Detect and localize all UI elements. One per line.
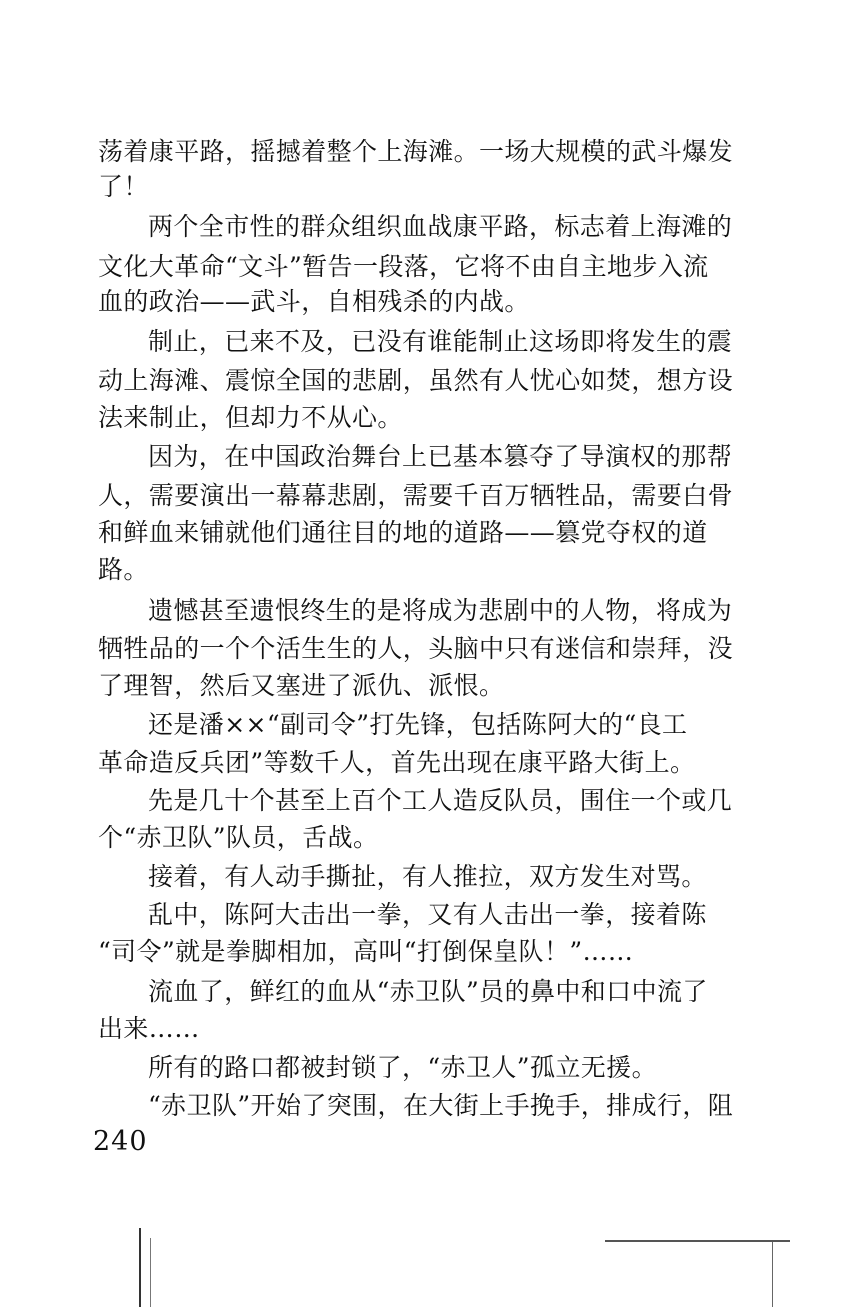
text-line: 了理智，然后又塞进了派仇、派恨。: [98, 671, 505, 700]
text-line: 人，需要演出一幕幕悲剧，需要千百万牺牲品，需要白骨: [98, 481, 734, 510]
text-line: 乱中，陈阿大击出一拳，又有人击出一拳，接着陈: [148, 900, 707, 929]
text-line: 动上海滩、震惊全国的悲剧，虽然有人忧心如焚，想方设: [98, 366, 734, 395]
text-line: “司令”就是拳脚相加，高叫“打倒保皇队！”……: [98, 937, 634, 966]
page-number: 240: [93, 1126, 148, 1157]
scan-edge-line: [139, 1228, 141, 1307]
text-line: 路。: [98, 555, 149, 584]
text-line: 了！: [98, 172, 149, 201]
text-line: 还是潘××“副司令”打先锋，包括陈阿大的“良工: [148, 710, 688, 739]
text-line: 荡着康平路，摇撼着整个上海滩。一场大规模的武斗爆发: [98, 137, 734, 166]
text-line: 血的政治——武斗，自相残杀的内战。: [98, 287, 530, 316]
text-line: 所有的路口都被封锁了，“赤卫人”孤立无援。: [148, 1053, 657, 1082]
text-line: 两个全市性的群众组织血战康平路，标志着上海滩的: [148, 212, 733, 241]
scan-edge-line: [605, 1240, 790, 1242]
text-line: 个“赤卫队”队员，舌战。: [98, 823, 379, 852]
text-line: 文化大革命“文斗”暂告一段落，它将不由自主地步入流: [98, 252, 709, 281]
text-line: 革命造反兵团”等数千人，首先出现在康平路大街上。: [98, 748, 696, 777]
text-line: 和鲜血来铺就他们通往目的地的道路——篡党夺权的道: [98, 518, 708, 547]
text-line: 牺牲品的一个个活生生的人，头脑中只有迷信和崇拜，没: [98, 634, 734, 663]
text-line: 接着，有人动手撕扯，有人推拉，双方发生对骂。: [148, 862, 707, 891]
text-line: 因为，在中国政治舞台上已基本篡夺了导演权的那帮: [148, 442, 733, 471]
text-line: 出来……: [98, 1014, 200, 1043]
text-line: “赤卫队”开始了突围，在大街上手挽手，排成行，阻: [148, 1091, 734, 1120]
text-line: 法来制止，但却力不从心。: [98, 403, 403, 432]
scan-edge-line: [150, 1238, 151, 1307]
text-line: 制止，已来不及，已没有谁能制止这场即将发生的震: [148, 327, 733, 356]
scan-edge-line: [772, 1242, 773, 1307]
text-line: 先是几十个甚至上百个工人造反队员，围住一个或几: [148, 786, 733, 815]
text-line: 流血了，鲜红的血从“赤卫队”员的鼻中和口中流了: [148, 977, 708, 1006]
text-line: 遗憾甚至遗恨终生的是将成为悲剧中的人物，将成为: [148, 596, 733, 625]
